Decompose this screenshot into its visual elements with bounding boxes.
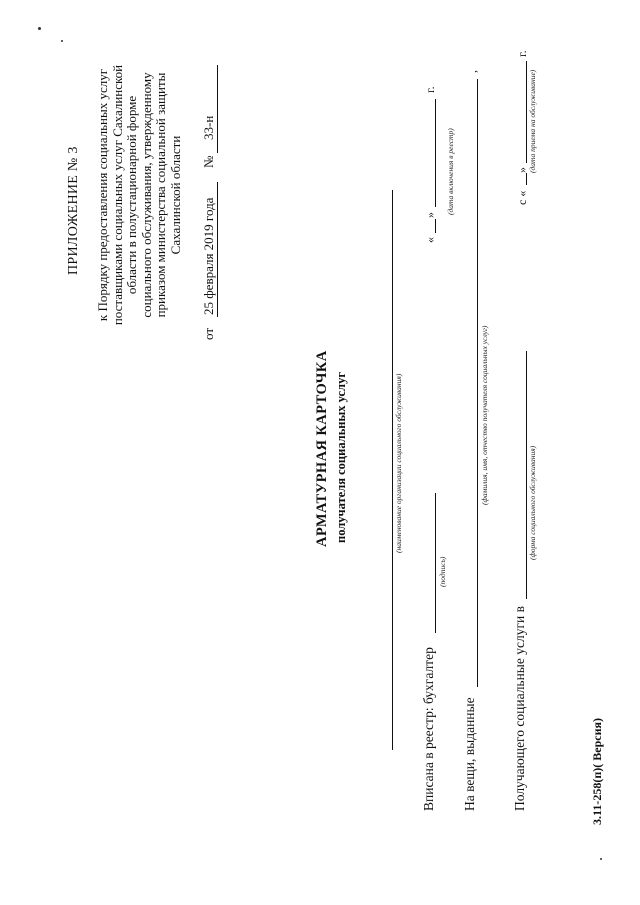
signature-line <box>435 493 436 633</box>
organization-name-line <box>392 190 393 750</box>
registry-month-line <box>435 99 436 207</box>
card-subtitle: получателя социальных услуг <box>334 372 348 543</box>
admission-day-line <box>526 173 527 185</box>
registry-label: Вписана в реестр: бухгалтер <box>421 647 436 811</box>
order-date-underline <box>217 182 218 317</box>
recipient-name-caption: (фамилия, имя, отчество получателя социальных услуг) <box>480 325 489 505</box>
recipient-service-label: Получающего социальные услуги в <box>512 606 527 811</box>
appendix-line: Сахалинской области <box>167 135 183 255</box>
version-label: 3.11-258(п)( Версия) <box>590 718 604 825</box>
registry-year-suffix: г. <box>423 86 437 93</box>
number-sign: № <box>201 155 216 168</box>
appendix-line: приказом министерства социальной защиты <box>153 72 169 318</box>
admission-month-line <box>526 61 527 163</box>
registry-day-line <box>435 219 436 233</box>
appendix-line: области в полустационарной форме <box>124 95 140 295</box>
registry-quote-close: » <box>423 212 437 218</box>
issued-items-label: На вещи, выданные <box>462 697 477 811</box>
appendix-lines <box>96 50 184 340</box>
recipient-name-line <box>477 79 478 687</box>
admission-quote-close: » <box>515 167 529 173</box>
order-number-underline <box>217 65 218 153</box>
organization-caption: (наименование организации социального обслуживания) <box>394 373 403 553</box>
registry-date-caption: (дата включения в реестр) <box>446 128 455 215</box>
appendix-line: поставщиками социальных услуг Сахалинской <box>109 64 125 326</box>
admission-date-caption: (дата приема на обслуживание) <box>528 69 537 173</box>
order-date: 25 февраля 2019 года <box>201 197 216 315</box>
issued-row-comma: , <box>465 70 479 73</box>
appendix-title: ПРИЛОЖЕНИЕ № 3 <box>66 146 81 275</box>
card-title: АРМАТУРНАЯ КАРТОЧКА <box>314 350 330 547</box>
signature-caption: (подпись) <box>438 556 447 587</box>
service-form-caption: (форма социального обслуживания) <box>528 445 537 560</box>
order-number: 33-н <box>201 115 216 140</box>
registry-quote-open: « <box>423 237 437 243</box>
service-form-line <box>526 351 527 599</box>
admission-year-suffix: г. <box>515 50 529 57</box>
date-prefix: от <box>201 327 216 340</box>
admission-from-label: с « <box>515 190 529 205</box>
appendix-line: к Порядку предоставления социальных услуг <box>95 68 110 322</box>
appendix-line: социального обслуживания, утвержденному <box>138 72 154 318</box>
